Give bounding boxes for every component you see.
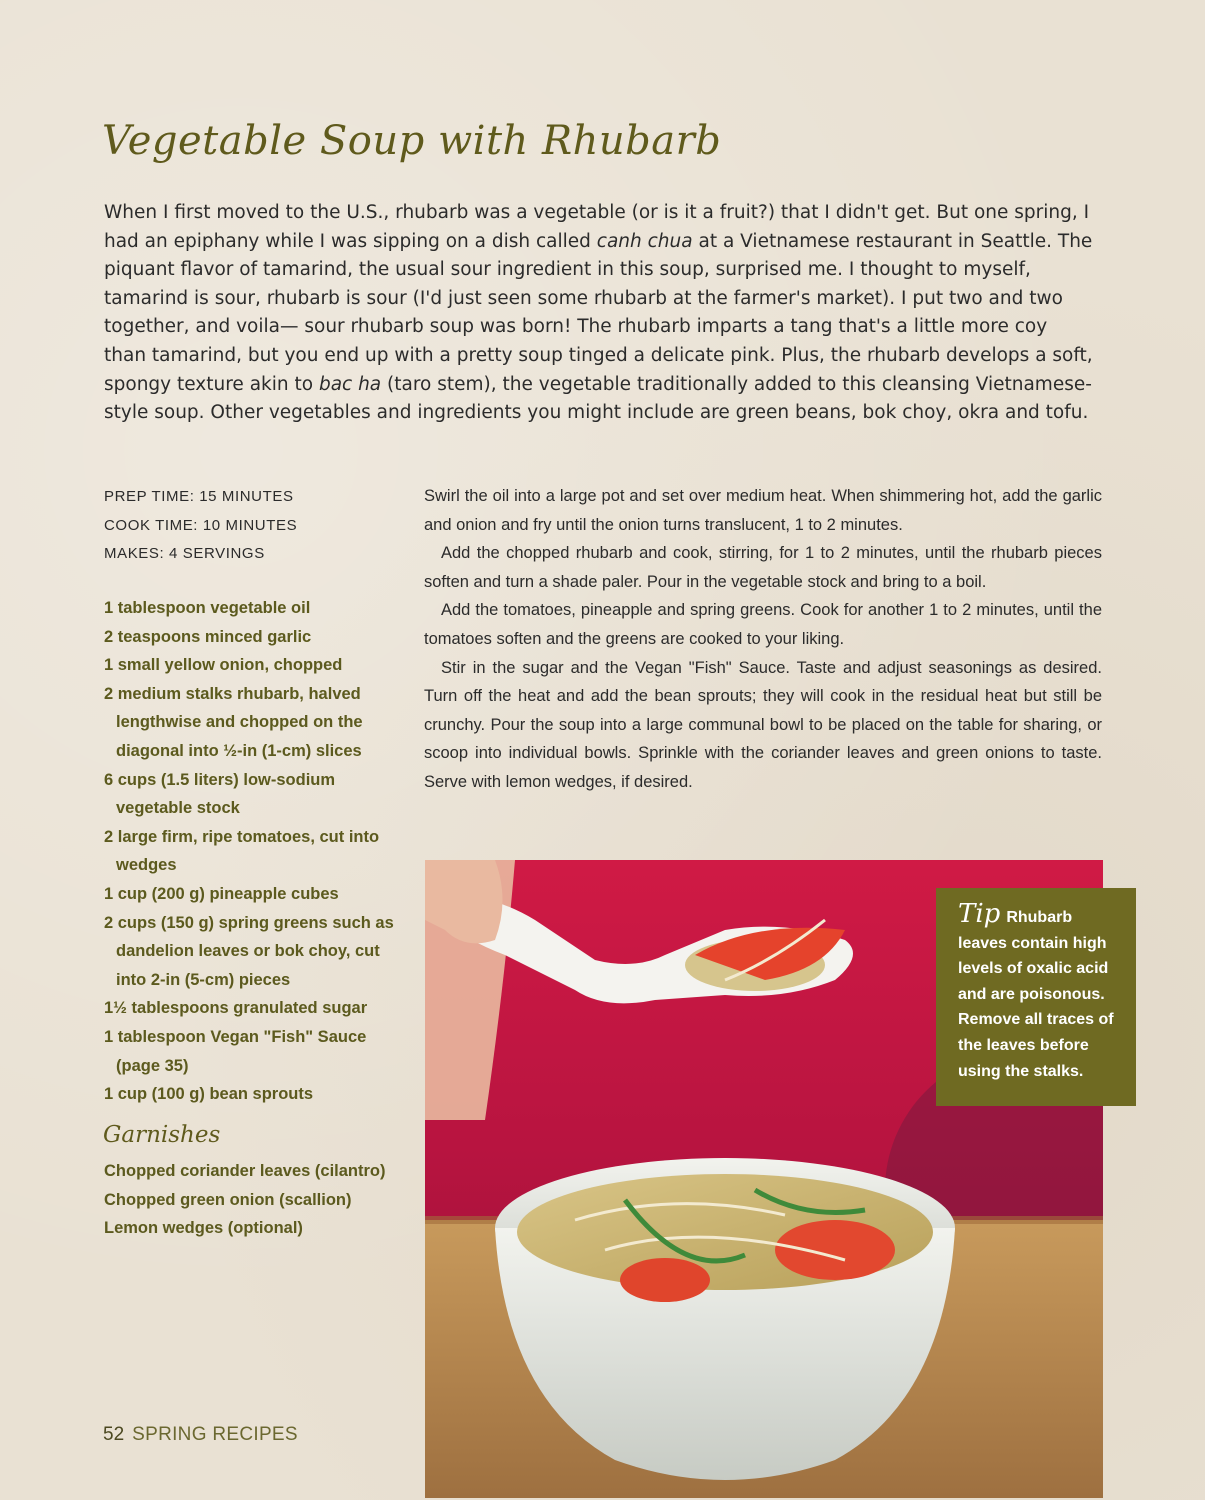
recipe-meta — [104, 483, 297, 569]
page-footer — [103, 1424, 298, 1446]
tip-text: Rhubarb leaves contain high levels of oxalic acid and are poisonous. Remove all traces of the leaves before using the stalks. — [958, 909, 1114, 1080]
ingredient-item: 6 cups (1.5 liters) low-sodium vegetable stock — [104, 770, 336, 818]
page-number: 52 — [103, 1424, 125, 1445]
prep-time: PREP TIME: 15 MINUTES — [104, 488, 294, 505]
ingredient-item: 1 small yellow onion, chopped — [104, 656, 343, 675]
method-step: Stir in the sugar and the Vegan "Fish" Sauce. Taste and adjust seasonings as desired. Turn off the heat and add the bean sprouts; they will cook in the residual heat but still be crunchy. Pour the soup into a large communal bowl to be placed on the table for sharing, or scoop into individual bowls. Sprinkle with the coriander leaves and green onions to taste. Serve with lemon wedges, if desired. — [424, 658, 1102, 791]
garnishes-heading: Garnishes — [103, 1122, 221, 1148]
method-steps — [424, 482, 1102, 797]
ingredient-item: 2 cups (150 g) spring greens such as dandelion leaves or bok choy, cut into 2-in (5-cm) pieces — [104, 913, 394, 989]
recipe-intro: When I first moved to the U.S., rhubarb was a vegetable (or is it a fruit?) that I didn't get. But one spring, I had an epiphany while I was sipping on a dish called canh chua at a Vietnamese restaurant in Seattle. The piquant flavor of tamarind, the usual sour ingredient in this soup, surprised me. I thought to myself, tamarind is sour, rhubarb is sour (I'd just seen some rhubarb at the farmer's market). I put two and two together, and voila— sour rhubarb soup was born! The rhubarb imparts a tang that's a little more coy than tamarind, but you end up with a pretty soup tinged a delicate pink. Plus, the rhubarb develops a soft, spongy texture akin to bac ha (taro stem), the vegetable traditionally added to this cleansing Vietnamese-style soup. Other vegetables and ingredients you might include are green beans, bok choy, okra and tofu. — [104, 202, 1093, 424]
ingredient-item: 1 cup (200 g) pineapple cubes — [104, 884, 339, 903]
garnish-item: Lemon wedges (optional) — [104, 1219, 303, 1238]
method-step: Add the chopped rhubarb and cook, stirring, for 1 to 2 minutes, until the rhubarb pieces soften and turn a shade paler. Pour in the vegetable stock and bring to a boil. — [424, 544, 1102, 591]
ingredient-item: 2 large firm, ripe tomatoes, cut into wedges — [104, 827, 380, 875]
garnish-item: Chopped green onion (scallion) — [104, 1190, 352, 1209]
tip-box — [936, 888, 1136, 1106]
cook-time: COOK TIME: 10 MINUTES — [104, 516, 298, 534]
dish-name-canh-chua: canh chua — [596, 230, 693, 252]
ingredient-item: 1 tablespoon vegetable oil — [104, 599, 311, 617]
method-step: Swirl the oil into a large pot and set over medium heat. When shimmering hot, add the garlic and onion and fry until the onion turns translucent, 1 to 2 minutes. — [424, 487, 1102, 534]
garnish-item: Chopped coriander leaves (cilantro) — [104, 1162, 386, 1180]
ingredient-item: 2 medium stalks rhubarb, halved lengthwise and chopped on the diagonal into ½-in (1-cm) slices — [104, 684, 363, 760]
ingredient-item: 1½ tablespoons granulated sugar — [104, 999, 368, 1018]
garnish-list — [104, 1157, 404, 1243]
ingredient-item: 1 tablespoon Vegan "Fish" Sauce (page 35) — [104, 1027, 367, 1075]
dish-name-bac-ha: bac ha — [318, 373, 382, 395]
servings: MAKES: 4 SERVINGS — [104, 545, 265, 563]
ingredient-item: 2 teaspoons minced garlic — [104, 627, 312, 646]
method-step: Add the tomatoes, pineapple and spring greens. Cook for another 1 to 2 minutes, until the tomatoes soften and the greens are cooked to your liking. — [424, 601, 1102, 648]
ingredient-list — [104, 594, 404, 1109]
tip-label: Tip — [958, 899, 1001, 929]
ingredient-item: 1 cup (100 g) bean sprouts — [104, 1085, 314, 1104]
section-name: SPRING RECIPES — [132, 1424, 298, 1445]
recipe-title: Vegetable Soup with Rhubarb — [102, 118, 722, 164]
